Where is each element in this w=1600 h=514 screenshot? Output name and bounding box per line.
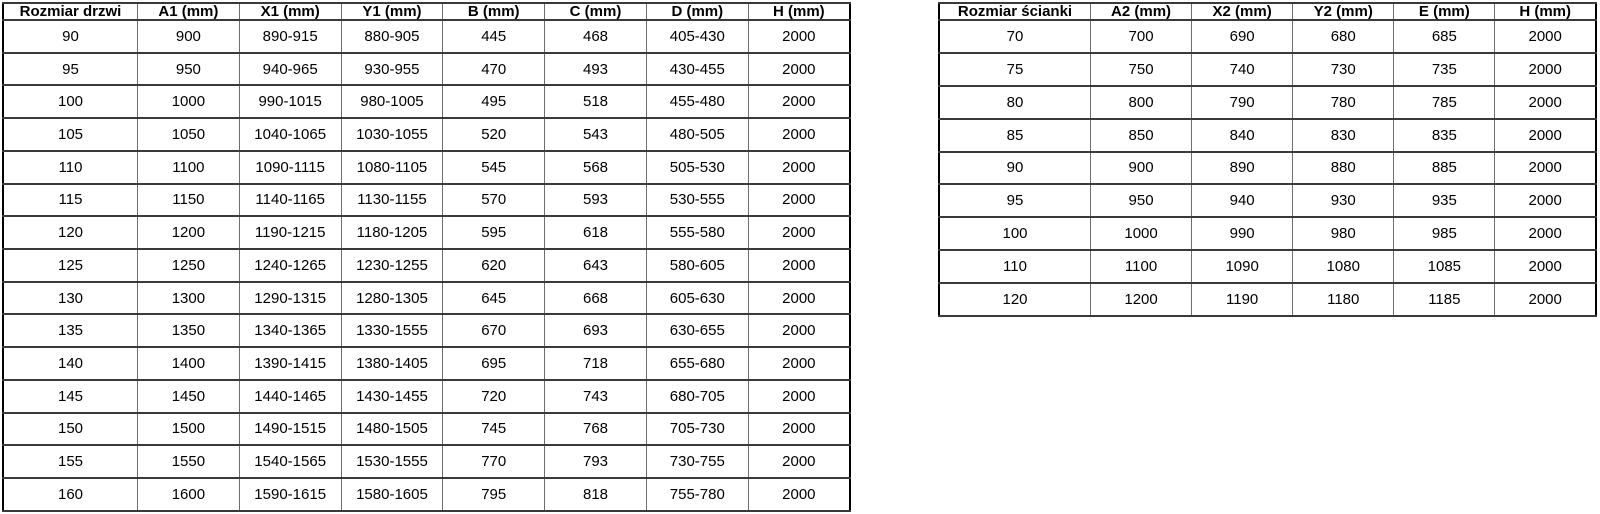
table-cell: 1330-1555 xyxy=(341,314,443,347)
table-row xyxy=(939,119,1596,152)
table-cell: 570 xyxy=(443,184,545,217)
table-row xyxy=(3,314,850,347)
table-cell: 1490-1515 xyxy=(239,413,341,446)
table-row xyxy=(3,445,850,478)
table-row xyxy=(939,86,1596,119)
table-cell: 1590-1615 xyxy=(239,478,341,511)
table-row xyxy=(3,282,850,315)
table-cell: 655-680 xyxy=(646,347,748,380)
table-cell: 718 xyxy=(545,347,647,380)
table-cell: 145 xyxy=(3,380,138,413)
column-header: B (mm) xyxy=(443,3,545,20)
table-row xyxy=(3,249,850,282)
wall-dimensions-table xyxy=(938,2,1597,317)
table-cell: 780 xyxy=(1293,86,1394,119)
table-cell: 1200 xyxy=(138,216,240,249)
table-cell: 835 xyxy=(1394,119,1495,152)
table-cell: 705-730 xyxy=(646,413,748,446)
table-cell: 1080-1105 xyxy=(341,151,443,184)
table-cell: 985 xyxy=(1394,217,1495,250)
table-cell: 580-605 xyxy=(646,249,748,282)
table-cell: 800 xyxy=(1091,86,1192,119)
table-cell: 530-555 xyxy=(646,184,748,217)
table-cell: 1140-1165 xyxy=(239,184,341,217)
table-cell: 1430-1455 xyxy=(341,380,443,413)
table-cell: 518 xyxy=(545,85,647,118)
table-cell: 618 xyxy=(545,216,647,249)
table-row xyxy=(939,250,1596,283)
table-cell: 930 xyxy=(1293,184,1394,217)
table-row xyxy=(939,53,1596,86)
table-cell: 793 xyxy=(545,445,647,478)
table-cell: 140 xyxy=(3,347,138,380)
table-cell: 1200 xyxy=(1091,283,1192,316)
table-cell: 75 xyxy=(939,53,1091,86)
table-cell: 1080 xyxy=(1293,250,1394,283)
table-cell: 743 xyxy=(545,380,647,413)
table-cell: 850 xyxy=(1091,119,1192,152)
table-cell: 685 xyxy=(1394,20,1495,53)
table-cell: 90 xyxy=(939,152,1091,185)
table-cell: 430-455 xyxy=(646,53,748,86)
table-cell: 2000 xyxy=(1495,119,1596,152)
table-cell: 2000 xyxy=(748,184,850,217)
table-cell: 880 xyxy=(1293,152,1394,185)
table-cell: 990-1015 xyxy=(239,85,341,118)
table-cell: 1185 xyxy=(1394,283,1495,316)
table-row xyxy=(939,152,1596,185)
table-cell: 110 xyxy=(3,151,138,184)
table-cell: 950 xyxy=(138,53,240,86)
table-cell: 643 xyxy=(545,249,647,282)
table-row xyxy=(939,283,1596,316)
table-cell: 468 xyxy=(545,20,647,53)
table-cell: 1250 xyxy=(138,249,240,282)
table-cell: 2000 xyxy=(748,151,850,184)
door-dimensions-table xyxy=(2,2,851,512)
table-cell: 2000 xyxy=(748,118,850,151)
table-cell: 2000 xyxy=(748,53,850,86)
column-header: Rozmiar ścianki xyxy=(939,3,1091,20)
table-row xyxy=(3,85,850,118)
table-cell: 405-430 xyxy=(646,20,748,53)
table-cell: 1550 xyxy=(138,445,240,478)
table-cell: 593 xyxy=(545,184,647,217)
table-cell: 795 xyxy=(443,478,545,511)
table-cell: 680-705 xyxy=(646,380,748,413)
table-cell: 940-965 xyxy=(239,53,341,86)
table-cell: 2000 xyxy=(1495,20,1596,53)
table-cell: 1190 xyxy=(1192,283,1293,316)
table-cell: 700 xyxy=(1091,20,1192,53)
table-cell: 595 xyxy=(443,216,545,249)
table-cell: 690 xyxy=(1192,20,1293,53)
table-cell: 1440-1465 xyxy=(239,380,341,413)
table-cell: 630-655 xyxy=(646,314,748,347)
table-cell: 1400 xyxy=(138,347,240,380)
table-cell: 1480-1505 xyxy=(341,413,443,446)
table-cell: 940 xyxy=(1192,184,1293,217)
table-cell: 1000 xyxy=(1091,217,1192,250)
header-row xyxy=(939,3,1596,20)
table-cell: 455-480 xyxy=(646,85,748,118)
column-header: A2 (mm) xyxy=(1091,3,1192,20)
table-cell: 740 xyxy=(1192,53,1293,86)
table-row xyxy=(3,413,850,446)
table-cell: 890 xyxy=(1192,152,1293,185)
table-cell: 1180 xyxy=(1293,283,1394,316)
table-cell: 1050 xyxy=(138,118,240,151)
table-cell: 620 xyxy=(443,249,545,282)
table-cell: 95 xyxy=(3,53,138,86)
column-header: C (mm) xyxy=(545,3,647,20)
column-header: X2 (mm) xyxy=(1192,3,1293,20)
table-cell: 2000 xyxy=(748,216,850,249)
table-cell: 568 xyxy=(545,151,647,184)
table-cell: 1240-1265 xyxy=(239,249,341,282)
table-cell: 1150 xyxy=(138,184,240,217)
table-row xyxy=(3,184,850,217)
table-cell: 155 xyxy=(3,445,138,478)
table-cell: 2000 xyxy=(1495,53,1596,86)
table-cell: 120 xyxy=(3,216,138,249)
table-cell: 160 xyxy=(3,478,138,511)
table-cell: 645 xyxy=(443,282,545,315)
table-cell: 2000 xyxy=(748,445,850,478)
table-cell: 2000 xyxy=(748,249,850,282)
table-cell: 545 xyxy=(443,151,545,184)
table-cell: 135 xyxy=(3,314,138,347)
table-cell: 150 xyxy=(3,413,138,446)
table-cell: 605-630 xyxy=(646,282,748,315)
table-cell: 100 xyxy=(939,217,1091,250)
table-cell: 85 xyxy=(939,119,1091,152)
table-row xyxy=(3,151,850,184)
table-row xyxy=(939,184,1596,217)
table-cell: 70 xyxy=(939,20,1091,53)
table-cell: 670 xyxy=(443,314,545,347)
table-cell: 1280-1305 xyxy=(341,282,443,315)
table-cell: 2000 xyxy=(748,85,850,118)
table-cell: 2000 xyxy=(748,380,850,413)
table-cell: 1300 xyxy=(138,282,240,315)
column-header: Y2 (mm) xyxy=(1293,3,1394,20)
table-row xyxy=(3,53,850,86)
table-cell: 2000 xyxy=(748,347,850,380)
table-cell: 693 xyxy=(545,314,647,347)
table-cell: 1180-1205 xyxy=(341,216,443,249)
table-cell: 1500 xyxy=(138,413,240,446)
table-cell: 1540-1565 xyxy=(239,445,341,478)
table-cell: 1340-1365 xyxy=(239,314,341,347)
table-cell: 90 xyxy=(3,20,138,53)
table-cell: 885 xyxy=(1394,152,1495,185)
table-cell: 1230-1255 xyxy=(341,249,443,282)
table-cell: 720 xyxy=(443,380,545,413)
table-cell: 680 xyxy=(1293,20,1394,53)
table-cell: 2000 xyxy=(748,413,850,446)
table-cell: 2000 xyxy=(748,282,850,315)
table-cell: 1190-1215 xyxy=(239,216,341,249)
table-cell: 790 xyxy=(1192,86,1293,119)
table-cell: 745 xyxy=(443,413,545,446)
table-cell: 980 xyxy=(1293,217,1394,250)
column-header: X1 (mm) xyxy=(239,3,341,20)
table-cell: 100 xyxy=(3,85,138,118)
table-cell: 1090-1115 xyxy=(239,151,341,184)
table-cell: 495 xyxy=(443,85,545,118)
column-header: E (mm) xyxy=(1394,3,1495,20)
table-row xyxy=(3,118,850,151)
column-header: D (mm) xyxy=(646,3,748,20)
table-cell: 2000 xyxy=(1495,217,1596,250)
table-cell: 730-755 xyxy=(646,445,748,478)
table-cell: 768 xyxy=(545,413,647,446)
table-cell: 2000 xyxy=(748,478,850,511)
table-cell: 445 xyxy=(443,20,545,53)
table-cell: 2000 xyxy=(1495,86,1596,119)
table-cell: 1530-1555 xyxy=(341,445,443,478)
table-row xyxy=(3,216,850,249)
table-cell: 668 xyxy=(545,282,647,315)
table-cell: 1130-1155 xyxy=(341,184,443,217)
table-cell: 980-1005 xyxy=(341,85,443,118)
table-cell: 950 xyxy=(1091,184,1192,217)
table-cell: 818 xyxy=(545,478,647,511)
table-cell: 2000 xyxy=(1495,250,1596,283)
table-cell: 1450 xyxy=(138,380,240,413)
table-cell: 2000 xyxy=(748,314,850,347)
table-cell: 2000 xyxy=(1495,184,1596,217)
table-cell: 695 xyxy=(443,347,545,380)
table-cell: 1090 xyxy=(1192,250,1293,283)
table-cell: 750 xyxy=(1091,53,1192,86)
table-cell: 555-580 xyxy=(646,216,748,249)
table-cell: 125 xyxy=(3,249,138,282)
table-cell: 115 xyxy=(3,184,138,217)
table-cell: 735 xyxy=(1394,53,1495,86)
table-cell: 80 xyxy=(939,86,1091,119)
table-cell: 520 xyxy=(443,118,545,151)
table-cell: 900 xyxy=(1091,152,1192,185)
table-cell: 130 xyxy=(3,282,138,315)
column-header: H (mm) xyxy=(1495,3,1596,20)
table-cell: 830 xyxy=(1293,119,1394,152)
table-row xyxy=(939,217,1596,250)
table-cell: 493 xyxy=(545,53,647,86)
table-cell: 95 xyxy=(939,184,1091,217)
table-cell: 880-905 xyxy=(341,20,443,53)
table-cell: 1350 xyxy=(138,314,240,347)
table-cell: 1600 xyxy=(138,478,240,511)
table-cell: 480-505 xyxy=(646,118,748,151)
table-cell: 1580-1605 xyxy=(341,478,443,511)
table-cell: 1085 xyxy=(1394,250,1495,283)
table-cell: 1030-1055 xyxy=(341,118,443,151)
table-row xyxy=(3,347,850,380)
table-cell: 1040-1065 xyxy=(239,118,341,151)
table-cell: 930-955 xyxy=(341,53,443,86)
table-row xyxy=(3,380,850,413)
table-cell: 110 xyxy=(939,250,1091,283)
table-cell: 1390-1415 xyxy=(239,347,341,380)
column-header: Rozmiar drzwi xyxy=(3,3,138,20)
table-cell: 470 xyxy=(443,53,545,86)
header-row xyxy=(3,3,850,20)
table-row xyxy=(3,478,850,511)
table-cell: 840 xyxy=(1192,119,1293,152)
table-cell: 755-780 xyxy=(646,478,748,511)
table-cell: 120 xyxy=(939,283,1091,316)
table-cell: 505-530 xyxy=(646,151,748,184)
table-cell: 935 xyxy=(1394,184,1495,217)
table-cell: 900 xyxy=(138,20,240,53)
table-cell: 785 xyxy=(1394,86,1495,119)
table-cell: 2000 xyxy=(748,20,850,53)
table-cell: 2000 xyxy=(1495,152,1596,185)
table-cell: 543 xyxy=(545,118,647,151)
table-cell: 1100 xyxy=(138,151,240,184)
column-header: Y1 (mm) xyxy=(341,3,443,20)
column-header: H (mm) xyxy=(748,3,850,20)
table-cell: 990 xyxy=(1192,217,1293,250)
table-cell: 1000 xyxy=(138,85,240,118)
table-cell: 770 xyxy=(443,445,545,478)
column-header: A1 (mm) xyxy=(138,3,240,20)
table-cell: 1100 xyxy=(1091,250,1192,283)
table-row xyxy=(3,20,850,53)
table-cell: 890-915 xyxy=(239,20,341,53)
table-cell: 1380-1405 xyxy=(341,347,443,380)
table-row xyxy=(939,20,1596,53)
table-cell: 2000 xyxy=(1495,283,1596,316)
table-cell: 730 xyxy=(1293,53,1394,86)
table-cell: 1290-1315 xyxy=(239,282,341,315)
table-cell: 105 xyxy=(3,118,138,151)
